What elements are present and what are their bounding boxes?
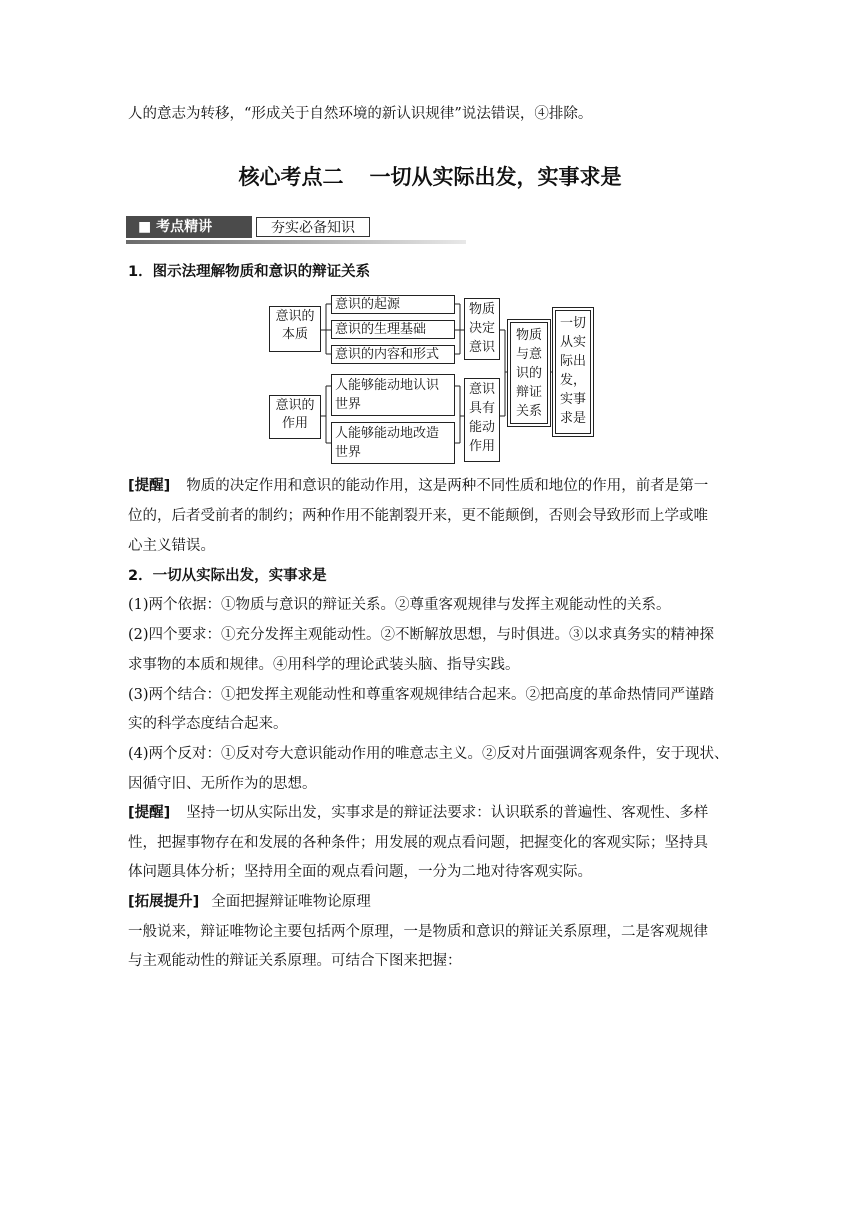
tip2-text1: 坚持一切从实际出发，实事求是的辩证法要求：认识联系的普遍性、客观性、多样 xyxy=(186,805,709,821)
section1-heading: 1．图示法理解物质和意识的辩证关系 xyxy=(128,264,371,280)
section2-p2b: 求事物的本质和规律。④用科学的理论武装头脑、指导实践。 xyxy=(128,657,520,673)
expand-tag: [拓展提升] xyxy=(128,894,200,910)
diagram-active-role-box: 意识具有能动作用 xyxy=(464,378,500,462)
expand-line-title xyxy=(128,892,371,912)
section2-heading: 2．一切从实际出发，实事求是 xyxy=(128,568,327,584)
tip1-tag: [提醒] xyxy=(128,478,171,494)
tip2-line2: 性，把握事物存在和发展的各种条件；用发展的观点看问题，把握变化的客观实际；坚持具 xyxy=(128,835,708,851)
expand-line2: 与主观能动性的辩证关系原理。可结合下图来把握： xyxy=(128,953,462,969)
banner-label: ■ 考点精讲 xyxy=(126,216,252,238)
diagram-dialectic-box: 物质与意识的辩证关系 xyxy=(510,322,548,424)
diagram-matter-decides-box: 物质决定意识 xyxy=(464,298,500,360)
diagram-physio-box: 意识的生理基础 xyxy=(331,320,455,339)
continuation-text: 人的意志为转移，“形成关于自然环境的新认识规律”说法错误，④排除。 xyxy=(128,106,593,122)
matter-consciousness-diagram xyxy=(0,0,860,470)
diagram-origin-box: 意识的起源 xyxy=(331,295,455,314)
section2-p4a: (4)两个反对：①反对夸大意识能动作用的唯意志主义。②反对片面强调客观条件，安于现状、 xyxy=(128,746,729,762)
tip2-line3: 体问题具体分析；坚持用全面的观点看问题，一分为二地对待客观实际。 xyxy=(128,864,592,880)
tip1-line2: 位的，后者受前者的制约；两种作用不能割裂开来，更不能颠倒，否则会导致形而上学或唯 xyxy=(128,508,708,524)
expand-line1: 一般说来，辩证唯物论主要包括两个原理，一是物质和意识的辩证关系原理，二是客观规律 xyxy=(128,924,708,940)
title-part-b: 一切从实际出发，实事求是 xyxy=(369,165,622,189)
tip1-line3: 心主义错误。 xyxy=(128,538,215,554)
section2-p3b: 实的科学态度结合起来。 xyxy=(128,716,288,732)
section2-p2a: (2)四个要求：①充分发挥主观能动性。②不断解放思想，与时俱进。③以求真务实的精神探 xyxy=(128,627,715,643)
section2-p1: (1)两个依据：①物质与意识的辩证关系。②尊重客观规律与发挥主观能动性的关系。 xyxy=(128,597,671,613)
diagram-essence-box: 意识的本质 xyxy=(269,306,321,352)
diagram-role-box: 意识的作用 xyxy=(269,395,321,439)
tip2-line1 xyxy=(128,803,708,823)
tip1-line1 xyxy=(128,476,708,496)
diagram-content-box: 意识的内容和形式 xyxy=(331,345,455,364)
title-part-a: 核心考点二 xyxy=(238,165,344,189)
diagram-change-box: 人能够能动地改造世界 xyxy=(331,422,455,464)
diagram-practice-box: 一切从实际出发，实事求是 xyxy=(555,310,591,434)
banner-subtitle: 夯实必备知识 xyxy=(256,217,370,237)
section2-p3a: (3)两个结合：①把发挥主观能动性和尊重客观规律结合起来。②把高度的革命热情同严谨踏 xyxy=(128,687,715,703)
tip1-text1: 物质的决定作用和意识的能动作用，这是两种不同性质和地位的作用，前者是第一 xyxy=(186,478,709,494)
tip2-tag: [提醒] xyxy=(128,805,171,821)
expand-title: 全面把握辩证唯物论原理 xyxy=(211,894,371,910)
section2-p4b: 因循守旧、无所作为的思想。 xyxy=(128,776,317,792)
diagram-know-box: 人能够能动地认识世界 xyxy=(331,374,455,416)
